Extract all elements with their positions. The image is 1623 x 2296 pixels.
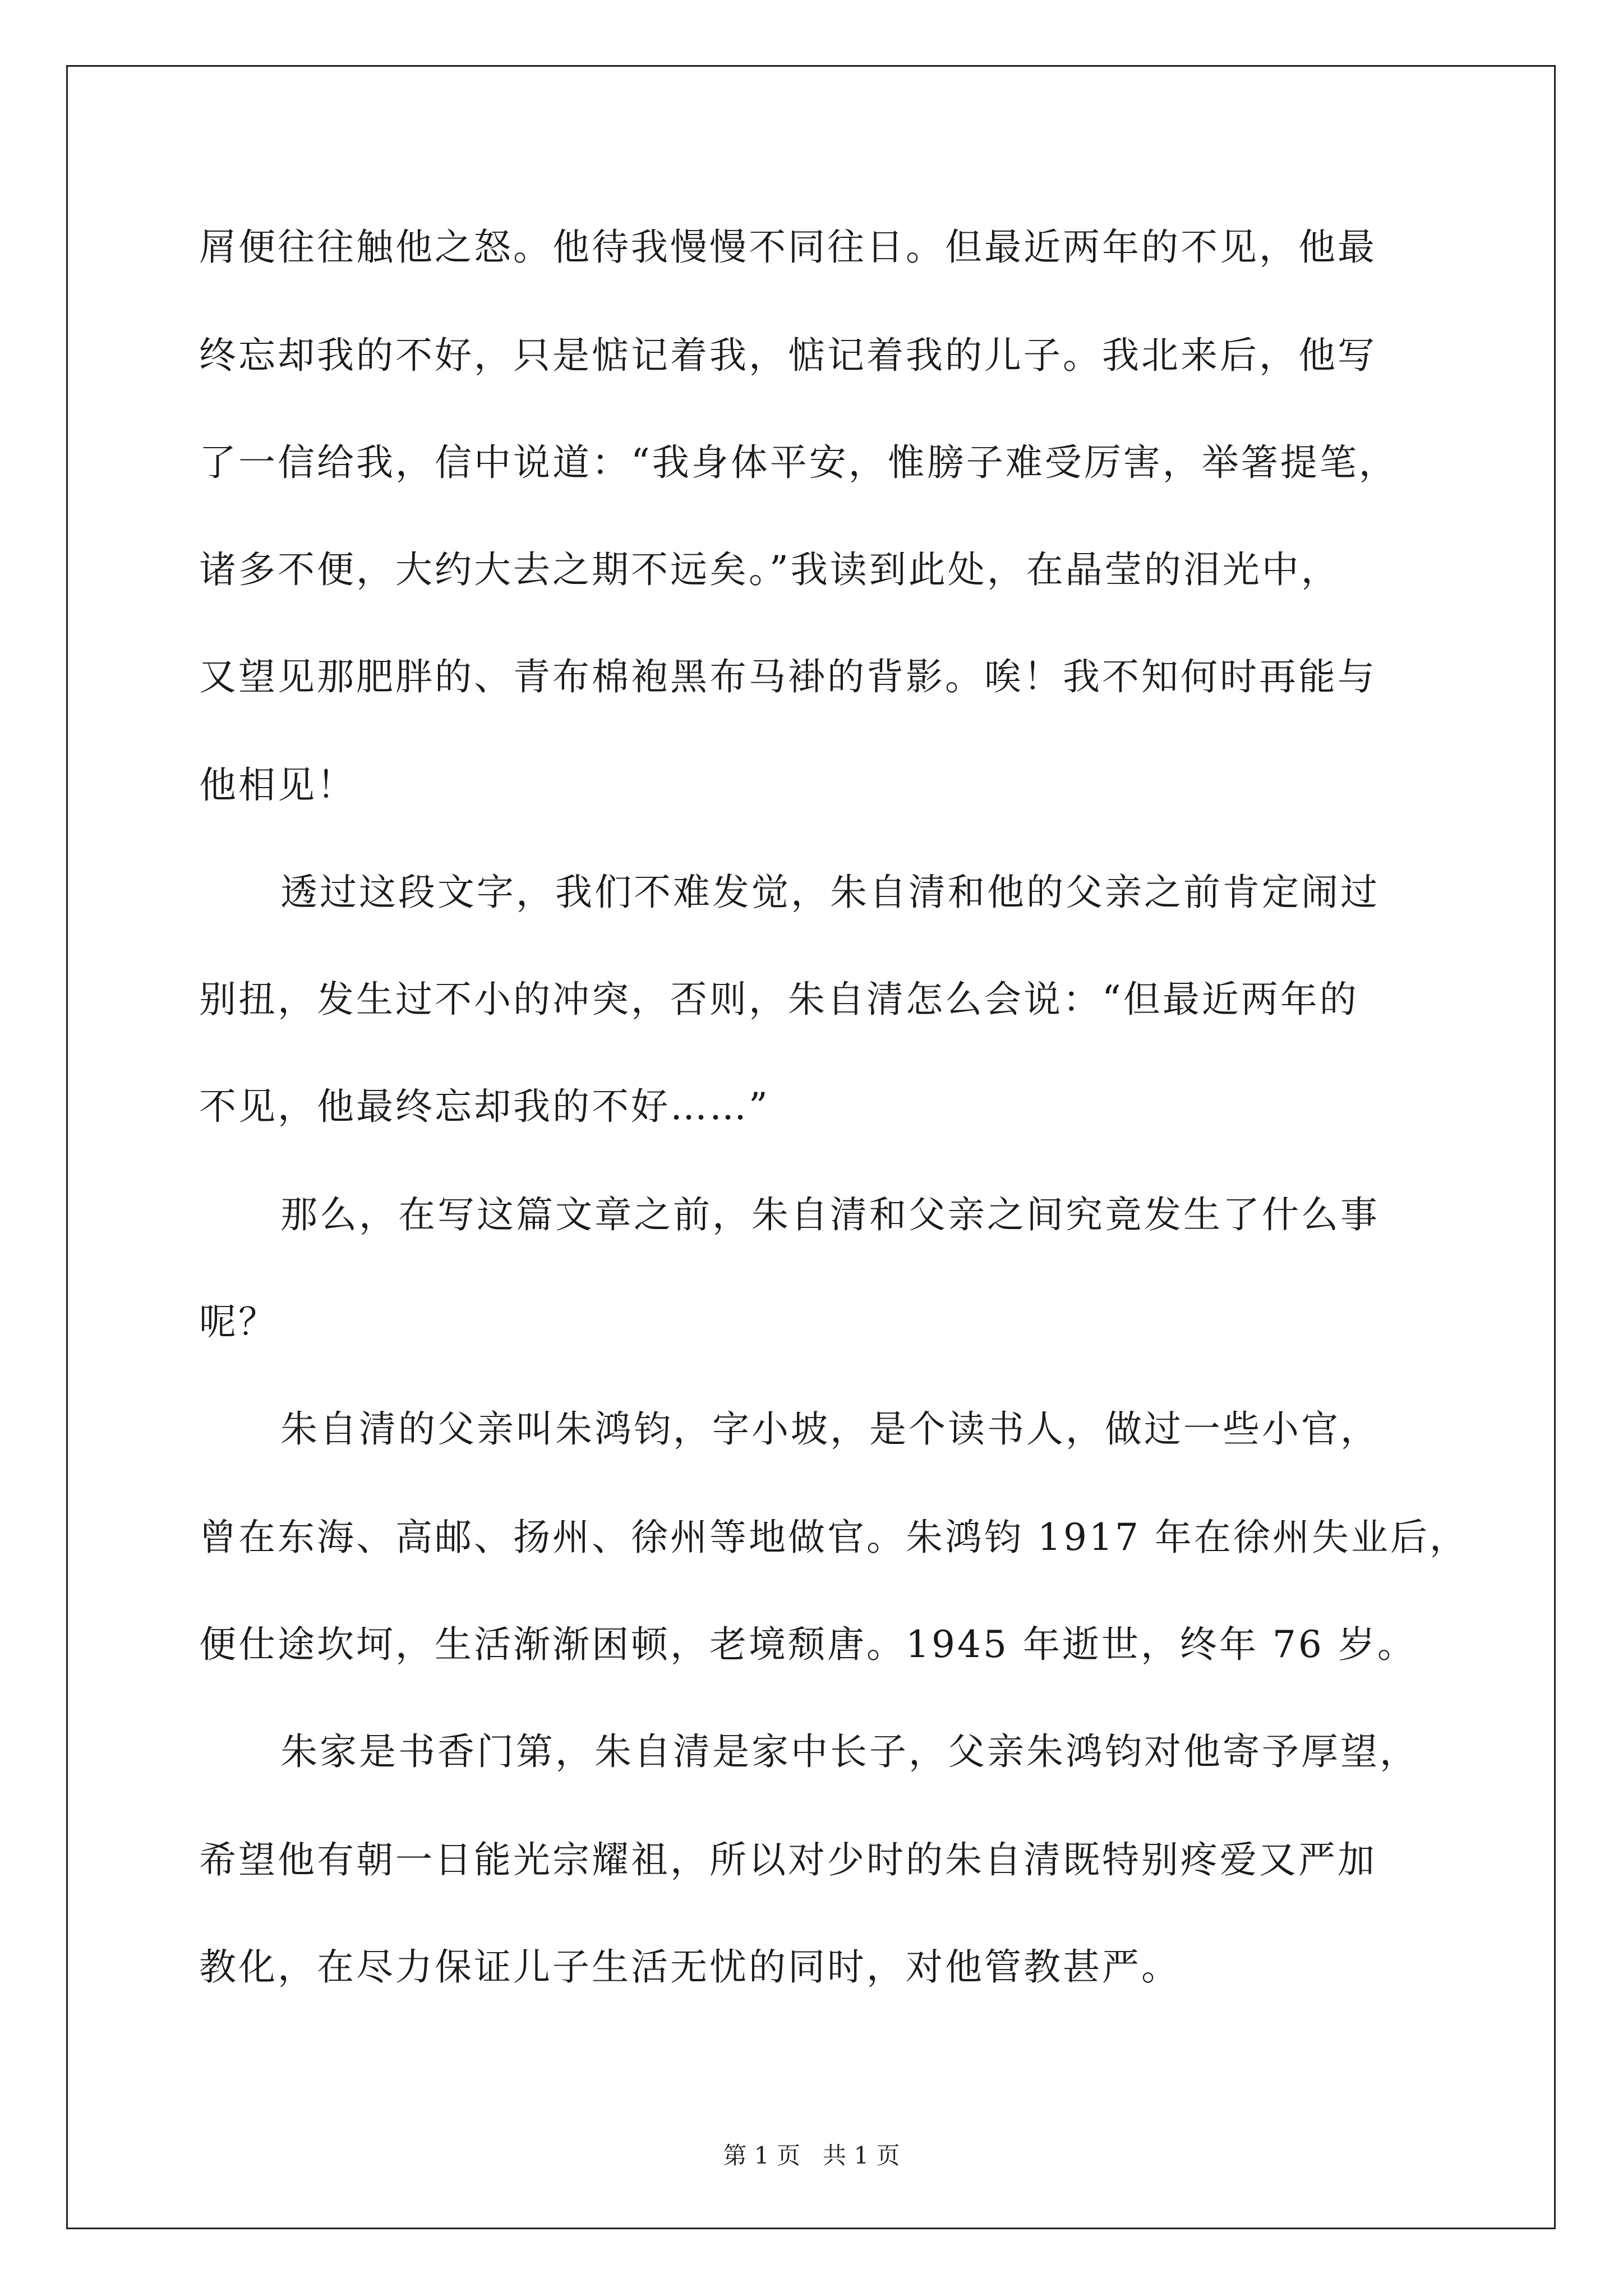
text-line: 希望他有朝一日能光宗耀祖，所以对少时的朱自清既特别疼爱又严加 [199,1838,1377,1881]
text-line: 了一信给我，信中说道：“我身体平安，惟膀子难受厉害，举箸提笔， [199,441,1398,484]
text-line: 他相见！ [199,763,356,807]
text-line: 又望见那肥胖的、青布棉袍黑布马褂的背影。唉！我不知何时再能与 [199,655,1377,698]
text-line: 不见，他最终忘却我的不好……” [199,1085,770,1128]
page-number: 第 1 页 共 1 页 [723,2142,900,2169]
text-line: 教化，在尽力保证儿子生活无忧的同时，对他管教甚严。 [199,1945,1181,1989]
text-line: 便仕途坎坷，生活渐渐困顿，老境颓唐。1945 年逝世，终年 76 岁。 [199,1623,1417,1666]
text-line: 朱家是书香门第，朱自清是家中长子，父亲朱鸿钧对他寄予厚望， [280,1730,1419,1773]
text-line: 朱自清的父亲叫朱鸿钧，字小坡，是个读书人，做过一些小官， [280,1407,1380,1451]
page-border [66,65,1556,2229]
text-line: 诸多不便，大约大去之期不远矣。”我读到此处，在晶莹的泪光中， [199,548,1340,591]
text-line: 终忘却我的不好，只是惦记着我，惦记着我的儿子。我北来后，他写 [199,334,1377,377]
text-line: 曾在东海、高邮、扬州、徐州等地做官。朱鸿钧 1917 年在徐州失业后， [199,1516,1469,1559]
text-line: 呢？ [199,1300,278,1343]
text-line: 透过这段文字，我们不难发觉，朱自清和他的父亲之前肯定闹过 [280,871,1380,914]
text-line: 屑便往往触他之怒。他待我慢慢不同往日。但最近两年的不见，他最 [199,226,1377,269]
text-line: 别扭，发生过不小的冲突，否则，朱自清怎么会说：“但最近两年的 [199,978,1359,1021]
text-line: 那么，在写这篇文章之前，朱自清和父亲之间究竟发生了什么事 [280,1193,1380,1236]
